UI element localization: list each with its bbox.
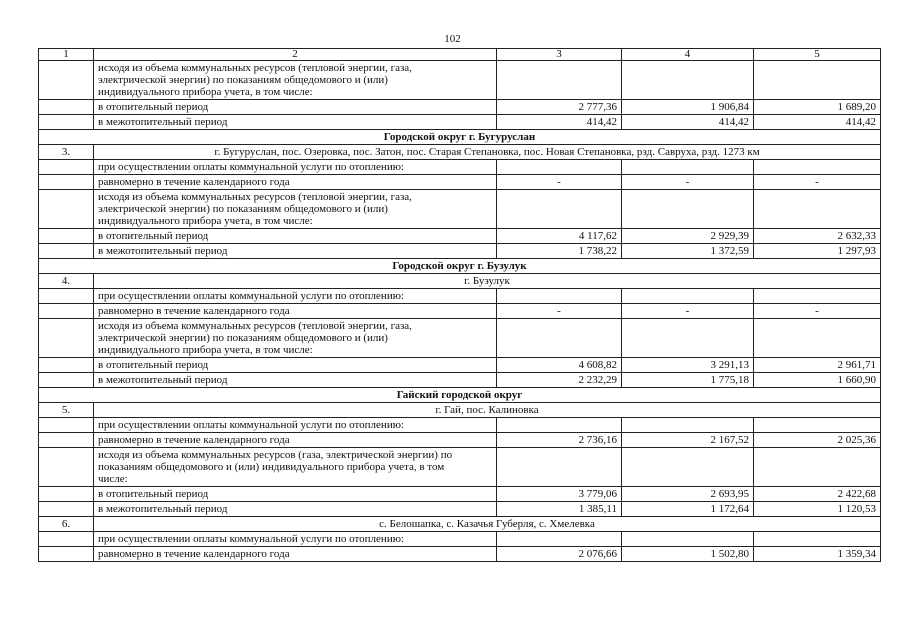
row-description	[94, 373, 497, 388]
row-number	[39, 175, 94, 190]
value-col-4: 414,42	[622, 115, 754, 130]
header-row	[39, 49, 881, 61]
section-title: Городской округ г. Бузулук	[39, 259, 881, 274]
empty-value-cell	[622, 418, 754, 433]
tariff-table	[38, 48, 881, 562]
value-col-4: -	[622, 304, 754, 319]
header-col-5: 5	[754, 49, 881, 61]
value-col-4: 2 693,95	[622, 487, 754, 502]
value-row	[39, 304, 881, 319]
value-col-4: 1 906,84	[622, 100, 754, 115]
row-description-text: равномерно в течение календарного года	[98, 434, 290, 446]
row-description-text: исходя из объема коммунальных ресурсов (тепловой энергии, газа, электрической энергии) по показаниям общедомового и (или) индивидуального прибора учета, в том числе:	[98, 320, 412, 356]
row-description-text: в межотопительный период	[98, 503, 228, 515]
empty-value-cell	[622, 532, 754, 547]
payment-mode-row	[39, 532, 881, 547]
empty-value-cell	[497, 418, 622, 433]
row-number	[39, 100, 94, 115]
row-description-text: равномерно в течение календарного года	[98, 548, 290, 560]
value-col-5	[754, 61, 881, 100]
section-header-row	[39, 259, 881, 274]
row-number: 3.	[39, 145, 94, 160]
value-col-4: 3 291,13	[622, 358, 754, 373]
value-col-5: 1 689,20	[754, 100, 881, 115]
value-col-5	[754, 448, 881, 487]
row-number	[39, 319, 94, 358]
row-description	[94, 190, 497, 229]
value-row	[39, 115, 881, 130]
row-number	[39, 532, 94, 547]
row-number: 6.	[39, 517, 94, 532]
row-description: при осуществлении оплаты коммунальной услуги по отоплению:	[94, 289, 497, 304]
row-number	[39, 448, 94, 487]
section-title: Гайский городской округ	[39, 388, 881, 403]
section-header-row	[39, 388, 881, 403]
row-description	[94, 358, 497, 373]
value-col-3: 1 738,22	[497, 244, 622, 259]
row-description	[94, 304, 497, 319]
empty-value-cell	[754, 289, 881, 304]
value-row	[39, 229, 881, 244]
row-description	[94, 448, 497, 487]
value-col-4: 2 929,39	[622, 229, 754, 244]
row-description	[94, 487, 497, 502]
payment-mode-row	[39, 160, 881, 175]
value-col-3: 4 608,82	[497, 358, 622, 373]
row-number	[39, 61, 94, 100]
empty-value-cell	[497, 532, 622, 547]
value-row	[39, 502, 881, 517]
description-row	[39, 319, 881, 358]
row-description	[94, 547, 497, 562]
value-row	[39, 373, 881, 388]
row-description-text: равномерно в течение календарного года	[98, 176, 290, 188]
row-description-text: исходя из объема коммунальных ресурсов (тепловой энергии, газа, электрической энергии) по показаниям общедомового и (или) индивидуального прибора учета, в том числе:	[98, 191, 412, 227]
value-row	[39, 433, 881, 448]
row-description: при осуществлении оплаты коммунальной услуги по отоплению:	[94, 160, 497, 175]
empty-value-cell	[754, 160, 881, 175]
payment-mode-row	[39, 418, 881, 433]
value-col-5: -	[754, 175, 881, 190]
row-description	[94, 244, 497, 259]
empty-value-cell	[754, 532, 881, 547]
value-col-4	[622, 61, 754, 100]
description-row	[39, 61, 881, 100]
value-col-4: 1 372,59	[622, 244, 754, 259]
value-col-5	[754, 319, 881, 358]
row-description-text: в отопительный период	[98, 488, 209, 500]
row-description-text: исходя из объема коммунальных ресурсов (газа, электрической энергии) по показаниям общедомового и (или) индивидуального прибора учета, в том числе:	[98, 449, 453, 485]
value-col-3	[497, 190, 622, 229]
value-col-3: -	[497, 175, 622, 190]
value-col-5: 2 422,68	[754, 487, 881, 502]
header-col-2: 2	[94, 49, 497, 61]
value-col-5: 1 297,93	[754, 244, 881, 259]
row-description-text: равномерно в течение календарного года	[98, 305, 290, 317]
value-col-4	[622, 190, 754, 229]
row-number	[39, 289, 94, 304]
row-number	[39, 433, 94, 448]
value-row	[39, 100, 881, 115]
row-number	[39, 190, 94, 229]
row-number	[39, 502, 94, 517]
value-col-4: 2 167,52	[622, 433, 754, 448]
value-col-5: -	[754, 304, 881, 319]
row-description	[94, 61, 497, 100]
value-col-5: 1 120,53	[754, 502, 881, 517]
value-col-4: -	[622, 175, 754, 190]
header-col-4: 4	[622, 49, 754, 61]
value-col-3: 1 385,11	[497, 502, 622, 517]
locality-name: г. Гай, пос. Калиновка	[94, 403, 881, 418]
value-col-3: 2 736,16	[497, 433, 622, 448]
value-col-3	[497, 61, 622, 100]
row-number	[39, 304, 94, 319]
row-description	[94, 433, 497, 448]
value-col-3: 4 117,62	[497, 229, 622, 244]
row-description: при осуществлении оплаты коммунальной услуги по отоплению:	[94, 418, 497, 433]
value-col-5: 2 632,33	[754, 229, 881, 244]
row-description-text: в межотопительный период	[98, 245, 228, 257]
row-description	[94, 229, 497, 244]
page-number: 102	[444, 33, 461, 45]
row-number	[39, 358, 94, 373]
payment-mode-row	[39, 289, 881, 304]
value-col-4: 1 172,64	[622, 502, 754, 517]
row-description-text: в межотопительный период	[98, 116, 228, 128]
row-number: 4.	[39, 274, 94, 289]
header-col-3: 3	[497, 49, 622, 61]
value-col-5	[754, 190, 881, 229]
row-description: при осуществлении оплаты коммунальной услуги по отоплению:	[94, 532, 497, 547]
row-number	[39, 115, 94, 130]
empty-value-cell	[497, 289, 622, 304]
row-number	[39, 418, 94, 433]
row-description-text: исходя из объема коммунальных ресурсов (тепловой энергии, газа, электрической энергии) по показаниям общедомового и (или) индивидуального прибора учета, в том числе:	[98, 62, 412, 98]
value-col-4: 1 775,18	[622, 373, 754, 388]
row-number	[39, 547, 94, 562]
description-row	[39, 190, 881, 229]
locality-row	[39, 517, 881, 532]
row-description	[94, 115, 497, 130]
row-description-text: в отопительный период	[98, 359, 209, 371]
value-col-5: 1 660,90	[754, 373, 881, 388]
row-description	[94, 319, 497, 358]
description-row	[39, 448, 881, 487]
value-col-4: 1 502,80	[622, 547, 754, 562]
empty-value-cell	[622, 289, 754, 304]
row-number	[39, 244, 94, 259]
row-number	[39, 160, 94, 175]
value-col-4	[622, 448, 754, 487]
locality-row	[39, 274, 881, 289]
row-description-text: в межотопительный период	[98, 374, 228, 386]
empty-value-cell	[754, 418, 881, 433]
value-row	[39, 244, 881, 259]
value-row	[39, 547, 881, 562]
row-description-text: в отопительный период	[98, 230, 209, 242]
row-description	[94, 175, 497, 190]
value-col-3: 2 076,66	[497, 547, 622, 562]
locality-row	[39, 145, 881, 160]
row-description-text: в отопительный период	[98, 101, 209, 113]
value-col-3: 3 779,06	[497, 487, 622, 502]
locality-row	[39, 403, 881, 418]
empty-value-cell	[622, 160, 754, 175]
row-number	[39, 487, 94, 502]
row-number: 5.	[39, 403, 94, 418]
value-col-4	[622, 319, 754, 358]
row-description	[94, 100, 497, 115]
value-col-5: 2 961,71	[754, 358, 881, 373]
value-col-3: 2 777,36	[497, 100, 622, 115]
value-col-3	[497, 448, 622, 487]
value-col-5: 1 359,34	[754, 547, 881, 562]
row-number	[39, 229, 94, 244]
row-number	[39, 373, 94, 388]
value-col-3	[497, 319, 622, 358]
row-description	[94, 502, 497, 517]
section-header-row	[39, 130, 881, 145]
value-col-5: 414,42	[754, 115, 881, 130]
value-col-3: 414,42	[497, 115, 622, 130]
empty-value-cell	[497, 160, 622, 175]
header-col-1: 1	[39, 49, 94, 61]
section-title: Городской округ г. Бугуруслан	[39, 130, 881, 145]
value-row	[39, 358, 881, 373]
locality-name: г. Бузулук	[94, 274, 881, 289]
locality-name: г. Бугуруслан, пос. Озеровка, пос. Затон, пос. Старая Степановка, пос. Новая Степановка, рзд. Савруха, рзд. 1273 км	[94, 145, 881, 160]
locality-name: с. Белошапка, с. Казачья Губерля, с. Хмелевка	[94, 517, 881, 532]
value-col-3: -	[497, 304, 622, 319]
value-row	[39, 487, 881, 502]
value-col-5: 2 025,36	[754, 433, 881, 448]
value-col-3: 2 232,29	[497, 373, 622, 388]
value-row	[39, 175, 881, 190]
